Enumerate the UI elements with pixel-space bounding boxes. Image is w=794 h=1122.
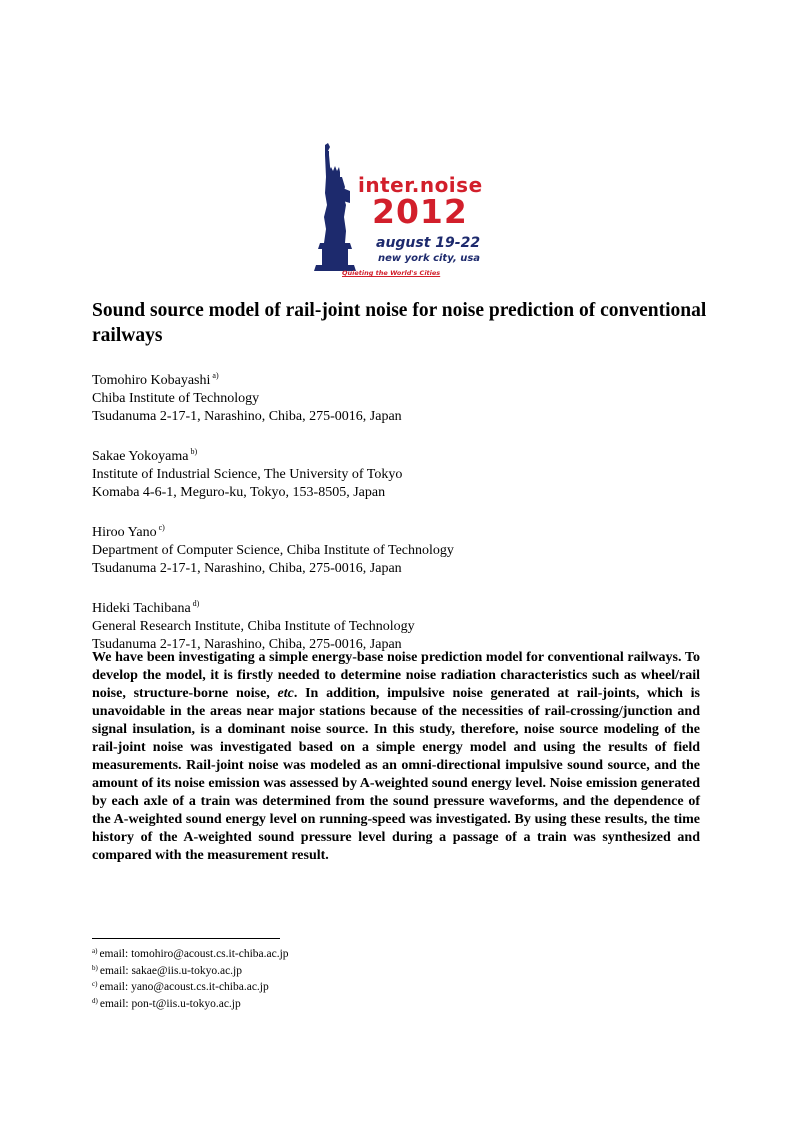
footnote-item: $^{d)}$ email: pon-t@iis.u-tokyo.ac.jp bbox=[92, 996, 241, 1010]
footnote-item: $^{a)}$ email: tomohiro@acoust.cs.it-chiba.ac.jp bbox=[92, 947, 289, 960]
logo-line-inter-noise: inter.noise bbox=[358, 173, 483, 197]
author-footnote-mark: d) bbox=[192, 599, 200, 608]
author-address: Tsudanuma 2-17-1, Narashino, Chiba, 275-0016, Japan bbox=[92, 409, 402, 424]
conference-logo bbox=[312, 143, 492, 283]
author-list bbox=[92, 367, 712, 671]
footnote-item: $^{c)}$ email: yano@acoust.cs.it-chiba.ac.jp bbox=[92, 980, 269, 993]
author-name: Sakae Yokoyama $^{b)}$ bbox=[92, 447, 198, 464]
footnote-item: $^{b)}$ email: sakae@iis.u-tokyo.ac.jp bbox=[92, 963, 243, 977]
author-name: Hideki Tachibana $^{d)}$ bbox=[92, 599, 200, 616]
footnote-email: email: yano@acoust.cs.it-chiba.ac.jp bbox=[99, 981, 269, 993]
footnote-rule bbox=[92, 938, 280, 939]
author-name: Hiroo Yano $^{c)}$ bbox=[92, 523, 165, 540]
author-footnote-mark: b) bbox=[190, 447, 198, 456]
author-name: Tomohiro Kobayashi $^{a)}$ bbox=[92, 371, 219, 388]
author-block bbox=[92, 367, 712, 426]
author-block bbox=[92, 519, 712, 578]
logo-tagline: Quieting the World's Cities bbox=[342, 269, 441, 277]
author-address: Tsudanuma 2-17-1, Narashino, Chiba, 275-0016, Japan bbox=[92, 561, 402, 576]
author-footnote-mark: c) bbox=[158, 523, 165, 532]
logo-line-dates: august 19-22 bbox=[376, 235, 481, 251]
author-footnote-mark: a) bbox=[212, 371, 219, 380]
footnote-email: email: pon-t@iis.u-tokyo.ac.jp bbox=[99, 997, 241, 1010]
abstract-etc: etc bbox=[277, 686, 294, 701]
author-block bbox=[92, 443, 712, 502]
author-affiliation: General Research Institute, Chiba Institute of Technology bbox=[92, 619, 415, 634]
footnote-email: email: sakae@iis.u-tokyo.ac.jp bbox=[99, 964, 243, 977]
author-address: Komaba 4-6-1, Meguro-ku, Tokyo, 153-8505, Japan bbox=[92, 485, 386, 500]
author-affiliation: Department of Computer Science, Chiba Institute of Technology bbox=[92, 543, 454, 558]
author-affiliation: Institute of Industrial Science, The University of Tokyo bbox=[92, 467, 403, 482]
author-block bbox=[92, 595, 712, 654]
author-address: Tsudanuma 2-17-1, Narashino, Chiba, 275-0016, Japan bbox=[92, 637, 402, 652]
paper-title: Sound source model of rail-joint noise for noise prediction of conventional railways bbox=[92, 300, 707, 346]
statue-of-liberty-icon bbox=[312, 143, 372, 283]
author-affiliation: Chiba Institute of Technology bbox=[92, 391, 260, 406]
abstract: We have been investigating a simple energy-base noise prediction model for conventional railways. To develop the model, it is firstly needed to determine noise radiation characteristics such as wheel/rail noise, structure-borne noise, etc. In addition, impulsive noise generated at rail-joints, which is unavoidable in the areas near major stations because of the necessities of rail-crossing/junction and signal insulation, is a dominant noise source. In this study, therefore, noise source modeling of the rail-joint noise was investigated based on a simple energy model and using the results of field measurements. Rail-joint noise was modeled as an omni-directional impulsive sound source, and the amount of its noise emission was assessed by A-weighted sound energy level. Noise emission generated by each axle of a train was determined from the sound pressure waveforms, and the dependence of the A-weighted sound energy level on running-speed was investigated. By using these results, the time history of the A-weighted sound pressure level during a passage of a train was synthesized and compared with the measurement result. bbox=[92, 650, 700, 863]
logo-line-city: new york city, usa bbox=[378, 253, 481, 264]
footnote-email: email: tomohiro@acoust.cs.it-chiba.ac.jp bbox=[99, 948, 289, 960]
footnotes bbox=[92, 945, 289, 1011]
logo-line-year: 2012 bbox=[372, 192, 468, 231]
